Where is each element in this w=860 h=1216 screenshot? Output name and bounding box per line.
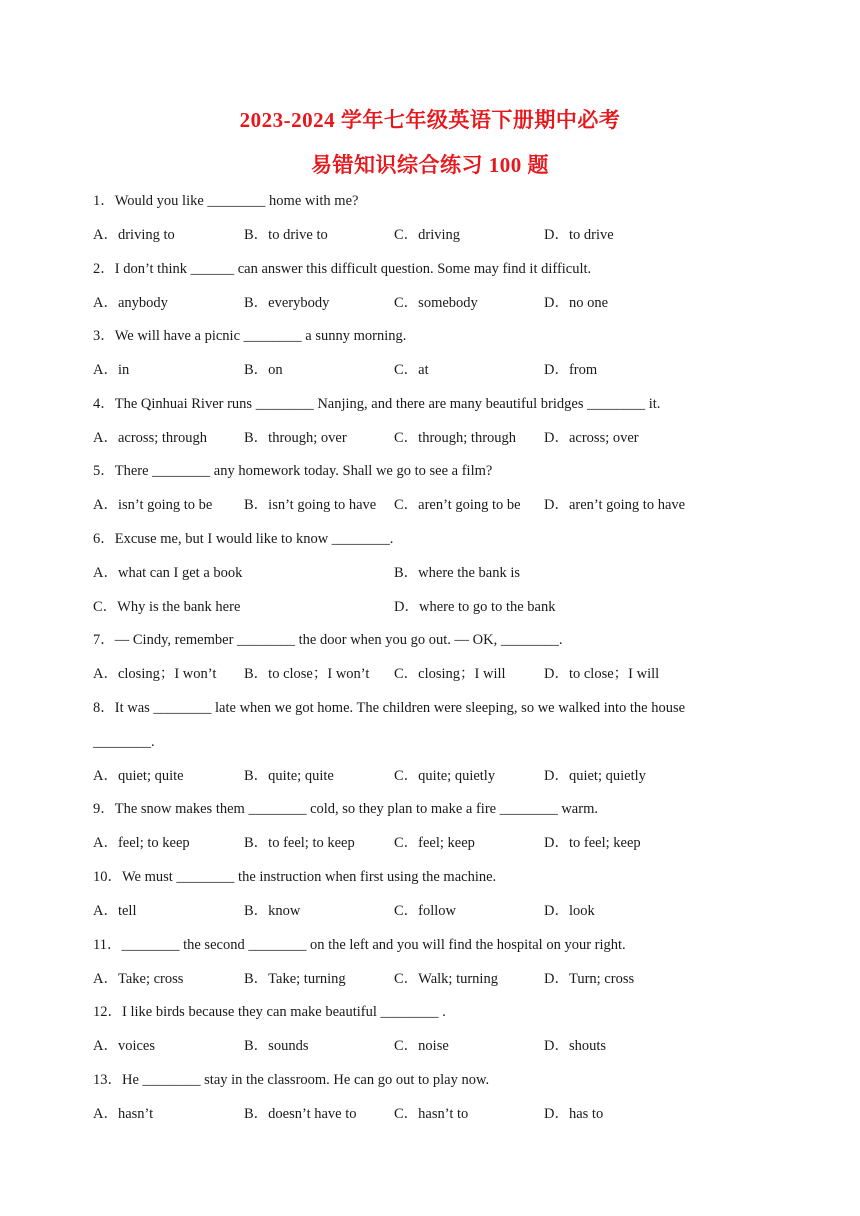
q10-option-d: D．look	[544, 903, 595, 919]
question-stem-5: 5．There ________ any homework today. Shall we go to see a film?	[93, 463, 493, 479]
q2-option-a: A．anybody	[93, 295, 168, 311]
question-stem-9: 9．The snow makes them ________ cold, so they plan to make a fire ________ warm.	[93, 801, 598, 817]
q7-option-b: B．to close；I won’t	[244, 666, 370, 682]
q4-option-c: C．through; through	[394, 430, 517, 446]
q2-option-b: B．everybody	[244, 295, 330, 311]
q13-option-c: C．hasn’t to	[394, 1106, 469, 1122]
q8-option-d: D．quiet; quietly	[544, 768, 646, 784]
q9-option-c: C．feel; keep	[394, 835, 475, 851]
q3-option-c: C．at	[394, 362, 429, 378]
q3-option-d: D．from	[544, 362, 598, 378]
question-stem-6: 6．Excuse me, but I would like to know ________.	[93, 531, 394, 547]
worksheet-title-line-1: 2023-2024 学年七年级英语下册期中必考	[239, 108, 621, 132]
q13-option-a: A．hasn’t	[93, 1106, 154, 1122]
question-stem-7: 7．— Cindy, remember ________ the door when you go out. — OK, ________.	[93, 632, 563, 648]
question-stem-10: 10．We must ________ the instruction when first using the machine.	[93, 869, 497, 885]
q2-option-d: D．no one	[544, 295, 609, 311]
q12-option-b: B．sounds	[244, 1038, 309, 1054]
q5-option-c: C．aren’t going to be	[394, 497, 521, 513]
question-stem-11: 11．________ the second ________ on the left and you will find the hospital on your right.	[93, 937, 626, 953]
q8-option-b: B．quite; quite	[244, 768, 334, 784]
question-stem-4: 4．The Qinhuai River runs ________ Nanjing, and there are many beautiful bridges ________ it.	[93, 396, 661, 412]
q7-option-c: C．closing；I will	[394, 666, 506, 682]
q8-option-c: C．quite; quietly	[394, 768, 496, 784]
q10-option-b: B．know	[244, 903, 301, 919]
q6-option-d: D．where to go to the bank	[394, 599, 556, 615]
q13-option-d: D．has to	[544, 1106, 604, 1122]
q5-option-b: B．isn’t going to have	[244, 497, 377, 513]
q10-option-a: A．tell	[93, 903, 137, 919]
q12-option-c: C．noise	[394, 1038, 449, 1054]
q8-option-a: A．quiet; quite	[93, 768, 184, 784]
question-stem-13: 13．He ________ stay in the classroom. He can go out to play now.	[93, 1072, 490, 1088]
question-stem-1: 1．Would you like ________ home with me?	[93, 193, 359, 209]
q6-option-b: B．where the bank is	[394, 565, 521, 581]
q4-option-a: A．across; through	[93, 430, 207, 446]
q6-option-c: C．Why is the bank here	[93, 599, 241, 615]
q12-option-a: A．voices	[93, 1038, 156, 1054]
q11-option-b: B．Take; turning	[244, 971, 346, 987]
question-stem-8: 8．It was ________ late when we got home. The children were sleeping, so we walked into the house	[93, 700, 686, 716]
question-stem-8-continued: ________.	[93, 734, 155, 750]
q11-option-c: C．Walk; turning	[394, 971, 498, 987]
q11-option-d: D．Turn; cross	[544, 971, 635, 987]
question-stem-3: 3．We will have a picnic ________ a sunny morning.	[93, 328, 407, 344]
q1-option-b: B．to drive to	[244, 227, 328, 243]
q11-option-a: A．Take; cross	[93, 971, 184, 987]
q7-option-d: D．to close；I will	[544, 666, 660, 682]
q1-option-c: C．driving	[394, 227, 461, 243]
question-stem-2: 2．I don’t think ______ can answer this difficult question. Some may find it difficult.	[93, 261, 592, 277]
q3-option-a: A．in	[93, 362, 130, 378]
q4-option-d: D．across; over	[544, 430, 639, 446]
q3-option-b: B．on	[244, 362, 283, 378]
q9-option-a: A．feel; to keep	[93, 835, 190, 851]
q10-option-c: C．follow	[394, 903, 457, 919]
q4-option-b: B．through; over	[244, 430, 347, 446]
q7-option-a: A．closing；I won’t	[93, 666, 217, 682]
q1-option-a: A．driving to	[93, 227, 175, 243]
q12-option-d: D．shouts	[544, 1038, 607, 1054]
q5-option-a: A．isn’t going to be	[93, 497, 213, 513]
q9-option-b: B．to feel; to keep	[244, 835, 355, 851]
q5-option-d: D．aren’t going to have	[544, 497, 686, 513]
worksheet-title-line-2: 易错知识综合练习 100 题	[311, 153, 549, 177]
q13-option-b: B．doesn’t have to	[244, 1106, 357, 1122]
q6-option-a: A．what can I get a book	[93, 565, 243, 581]
q2-option-c: C．somebody	[394, 295, 478, 311]
q9-option-d: D．to feel; keep	[544, 835, 641, 851]
question-stem-12: 12．I like birds because they can make beautiful ________ .	[93, 1004, 446, 1020]
q1-option-d: D．to drive	[544, 227, 614, 243]
